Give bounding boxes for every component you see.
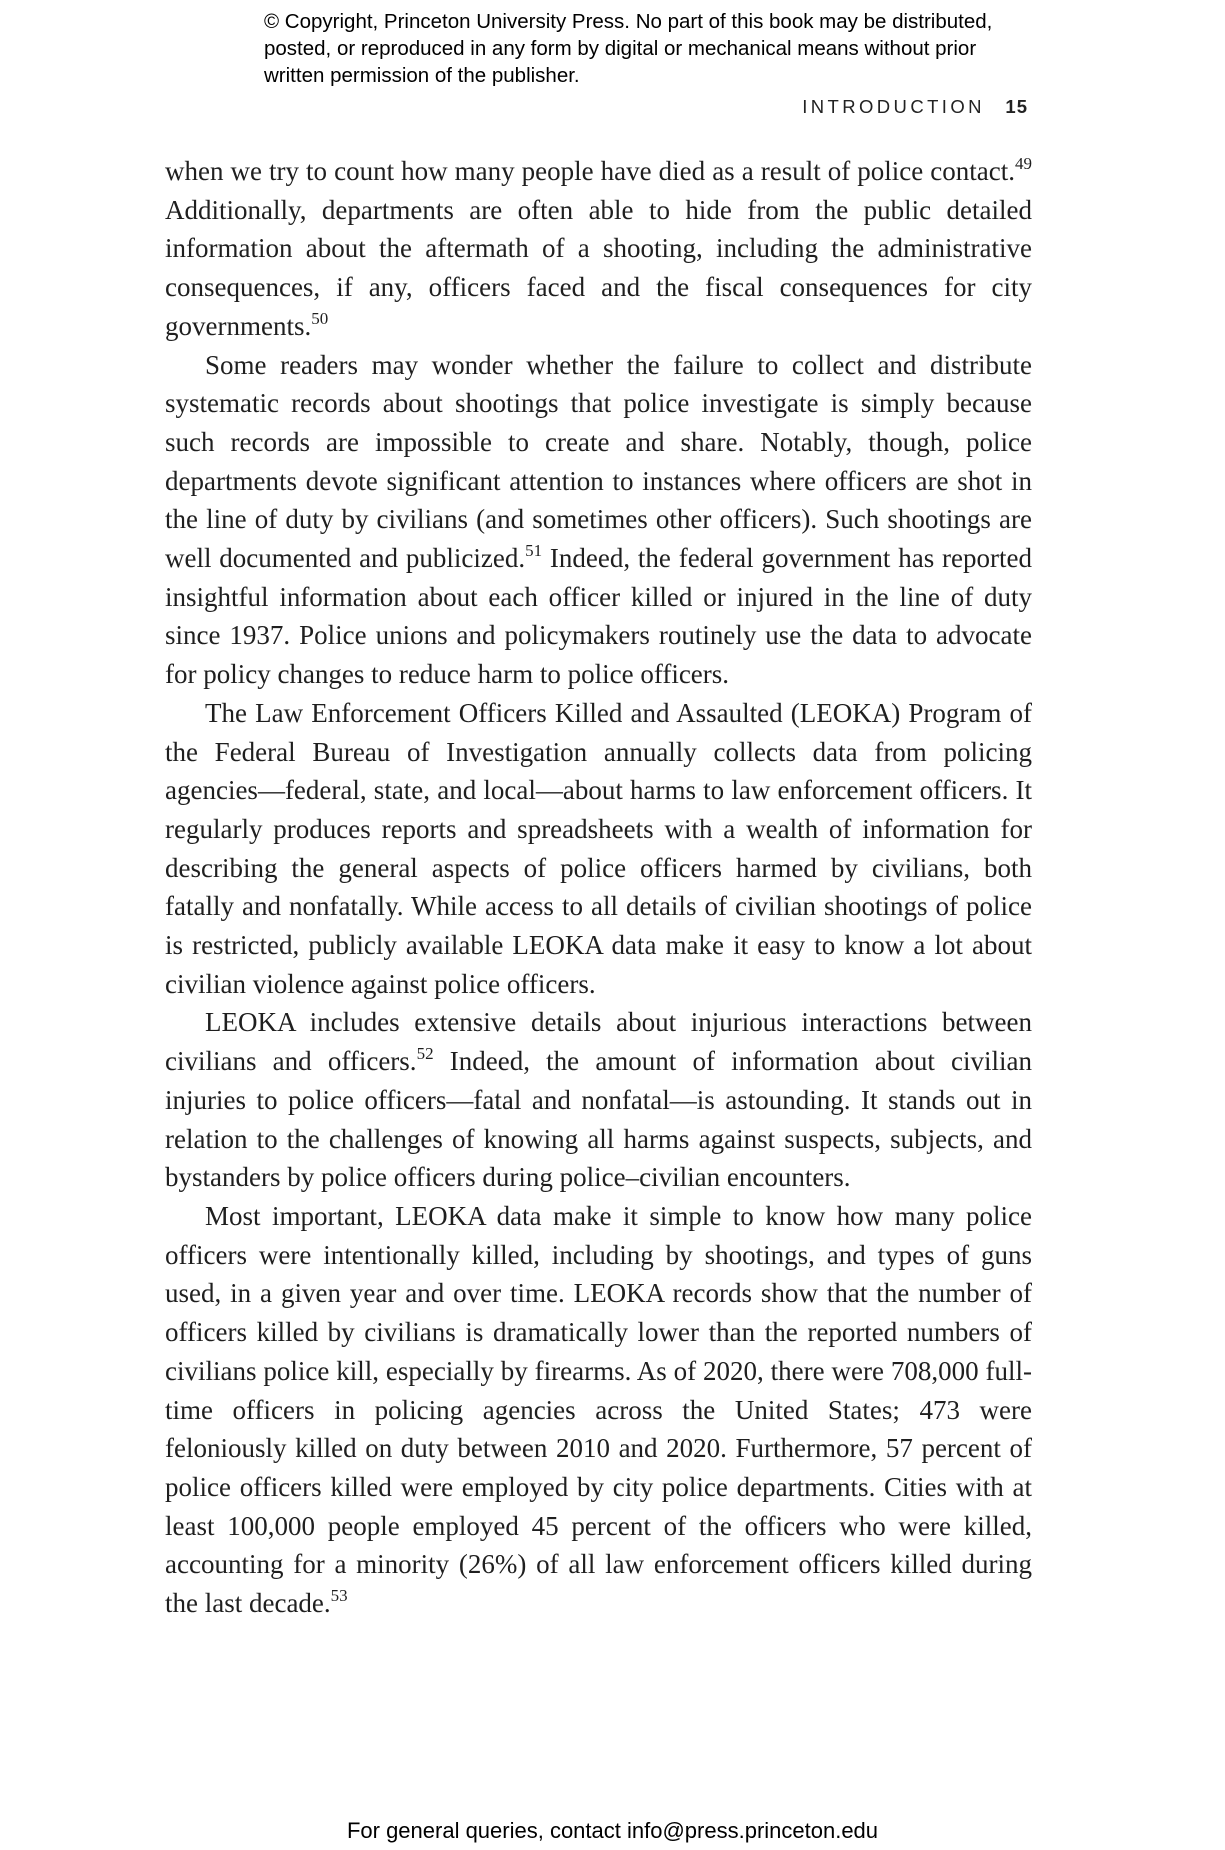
paragraph (165, 694, 1032, 1004)
paragraph-text: Indeed, the amount of information about civilian injuries to police officers—fatal and nonfatal—is astounding. It stands out in relation to the challenges of knowing all harms against suspects, subjects, and bystanders by police officers during police–civilian encounters. (165, 1046, 1032, 1193)
paragraph-text: Some readers may wonder whether the failure to collect and distribute systematic records about shootings that police investigate is simply because such records are impossible to create and share. Notably, though, police departments devote significant attention to instances where officers are shot in the line of duty by civilians (and sometimes other officers). Such shootings are well documented and publicized. (165, 349, 1032, 574)
paragraph (165, 346, 1032, 694)
page-number: 15 (1005, 96, 1028, 117)
copyright-notice: © Copyright, Princeton University Press. No part of this book may be distributed, posted, or reproduced in any form by digital or mechanical means without prior written permission of the publisher. (264, 10, 993, 87)
paragraph (165, 1003, 1032, 1197)
paragraph-text: when we try to count how many people have died as a result of police contact. (165, 156, 1015, 186)
paragraph-text: The Law Enforcement Officers Killed and Assaulted (LEOKA) Program of the Federal Bureau of Investigation annually collects data from policing agencies—federal, state, and local—about harms to law enforcement officers. It regularly produces reports and spreadsheets with a wealth of information for describing the general aspects of police officers harmed by civilians, both fatally and nonfatally. While access to all details of civilian shootings of police is restricted, publicly available LEOKA data make it easy to know a lot about civilian violence against police officers. (165, 697, 1032, 999)
footnote-marker: 50 (311, 308, 329, 328)
footnote-marker: 51 (525, 541, 543, 561)
paragraph (165, 1197, 1032, 1623)
paragraph-text: Additionally, departments are often able to hide from the public detailed information about the aftermath of a shooting, including the administrative consequences, if any, officers faced and the fiscal consequences for city governments. (165, 194, 1032, 341)
paragraph (165, 152, 1032, 346)
paragraph-text: LEOKA includes extensive details about injurious interactions between civilians and officers. (165, 1007, 1032, 1077)
footnote-marker: 53 (330, 1586, 348, 1606)
running-head-section: INTRODUCTION (802, 96, 985, 117)
running-head (802, 96, 1028, 118)
paragraph-text: Most important, LEOKA data make it simple to know how many police officers were intentionally killed, including by shootings, and types of guns used, in a given year and over time. LEOKA records show that the number of officers killed by civilians is dramatically lower than the reported numbers of civilians police kill, especially by firearms. As of 2020, there were 708,000 full-time officers in policing agencies across the United States; 473 were feloniously killed on duty between 2010 and 2020. Furthermore, 57 percent of police officers killed were employed by city police departments. Cities with at least 100,000 people employed 45 percent of the officers who were killed, accounting for a minority (26%) of all law enforcement officers killed during the last decade. (165, 1200, 1032, 1619)
footnote-marker: 49 (1015, 154, 1032, 173)
body-text (165, 152, 1032, 1623)
paragraph-text: Indeed, the federal government has reported insightful information about each officer killed or injured in the line of duty since 1937. Police unions and policymakers routinely use the data to advocate for policy changes to reduce harm to police officers. (165, 543, 1032, 690)
footer-contact: For general queries, contact info@press.princeton.edu (346, 1818, 879, 1843)
footnote-marker: 52 (416, 1044, 434, 1064)
